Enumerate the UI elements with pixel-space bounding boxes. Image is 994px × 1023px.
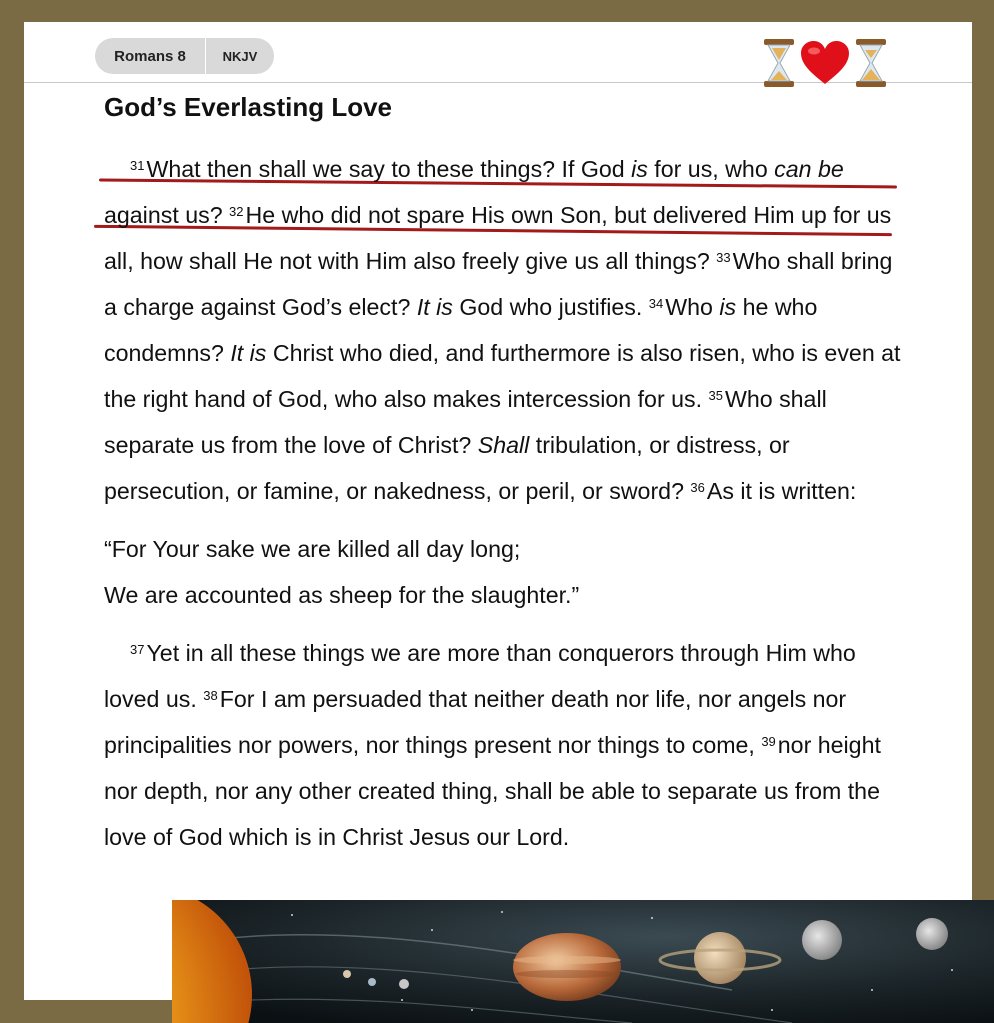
- verse-number: 39: [761, 734, 776, 749]
- verse-number: 32: [229, 204, 244, 219]
- bible-page: [24, 22, 972, 1000]
- top-bar: [24, 22, 972, 83]
- verse-number: 33: [716, 250, 731, 265]
- section-heading: God’s Everlasting Love: [104, 92, 393, 122]
- hourglass-icon: [762, 38, 796, 88]
- paragraph: $^{37}$Yet in all these things we are more than conquerors through Him who loved us. $^{38}$For I am persuaded that neither death nor life, nor angels nor principalities nor powers, nor things present nor things to come, $^{39}$nor height nor depth, nor any other created thing, shall be able to separate us from the love of God which is in Christ Jesus our Lord.: [104, 640, 881, 850]
- red-heart-icon: [800, 40, 850, 86]
- poetry-block: [104, 526, 904, 618]
- passage-selector: [95, 38, 274, 74]
- hourglass-icon: [854, 38, 888, 88]
- poem-line: We are accounted as sheep for the slaughter.”: [104, 582, 580, 608]
- solar-system-image: [172, 900, 994, 1023]
- verse-number: 34: [648, 296, 664, 311]
- solar-system-illustration: [172, 900, 994, 1023]
- verse-number: 35: [708, 388, 723, 403]
- verse-number: 37: [130, 642, 145, 657]
- emoji-icons: [762, 38, 888, 88]
- verse-number: 36: [690, 480, 705, 495]
- book-chapter-button[interactable]: Romans 8: [114, 47, 186, 65]
- scripture-text: [104, 146, 904, 860]
- version-button[interactable]: NKJV: [205, 38, 274, 74]
- verse-number: 31: [130, 158, 145, 173]
- paragraph: $^{31}$What then shall we say to these things? If God is for us, who can be against us? $^{32}$He who did not spare His own Son, but delivered Him up for us all, how shall He not with Him also freely give us all things? $^{33}$Who shall bring a charge against God’s elect? It is God who justifies. $^{34}$Who is he who condemns? It is Christ who died, and furthermore is also risen, who is even at the right hand of God, who also makes intercession for us. $^{35}$Who shall separate us from the love of Christ? Shall tribulation, or distress, or persecution, or famine, or nakedness, or peril, or sword? $^{36}$As it is written:: [104, 156, 901, 504]
- verse-number: 38: [203, 688, 218, 703]
- poem-line: “For Your sake we are killed all day long;: [104, 536, 521, 562]
